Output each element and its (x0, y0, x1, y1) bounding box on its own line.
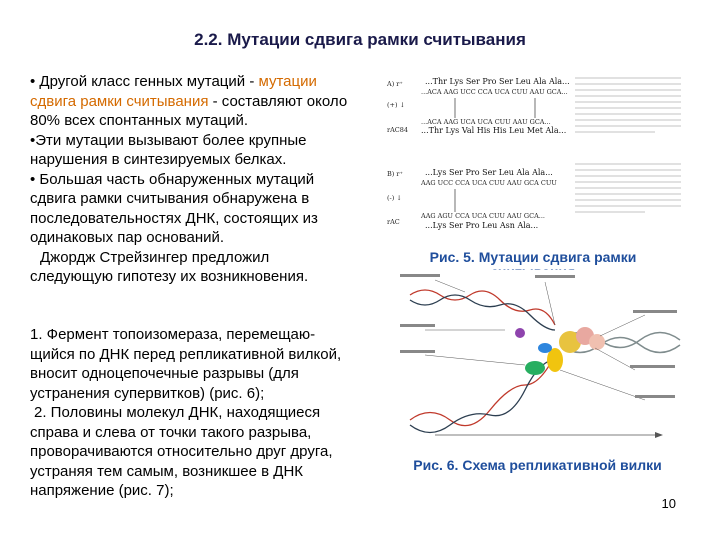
fig5-seq-mut: ...Thr Lys Val His His Leu Met Ala... (421, 126, 567, 135)
highlight-term: мутации сдвига рамки считывания (30, 73, 317, 110)
figure-5-image (385, 72, 685, 242)
svg-text:AAG UCC CCA UCA CUU AAU GCA CU: AAG UCC CCA UCA CUU AAU GCA CUU (421, 179, 557, 187)
page-title: 2.2. Мутации сдвига рамки считывания (194, 30, 526, 49)
paragraph-6: 2. Половины молекул ДНК, находящиеся справа и слева от точки такого разрыва, проворачиваются относительно друг друга, устраняя тем самым, возникшее в ДНК напряжение (рис. 7); (30, 404, 333, 499)
paragraph-2: •Эти мутации вызывают более крупные нарушения в синтезируемых белках. (30, 131, 307, 168)
fig5-seq-dna: ...ACA AAG UCC CCA UCA CUU AAU GCA... (421, 88, 568, 96)
paragraph-1-start: • Другой класс генных мутаций - (30, 73, 259, 90)
paragraph-1 (30, 72, 350, 131)
text-block-bottom (30, 325, 350, 501)
page-number: 10 (661, 496, 676, 511)
paragraph-1-end: - составляют около 80% всех спонтанных мутаций. (30, 92, 348, 129)
figure-5-caption: Рис. 5. Мутации сдвига рамки (429, 249, 637, 265)
text-block-top (30, 72, 350, 287)
paragraph-5: 1. Фермент топоизомераза, перемещаю-щийся по ДНК перед репликативной вилкой, вносит одноцепочечные разрывы (для устранения супервитков) (рис. 6); (30, 326, 342, 402)
svg-text:(+) ↓: (+) ↓ (387, 101, 406, 109)
fig5-seq-b: ...Lys Ser Pro Ser Leu Ala Ala... (425, 168, 553, 177)
svg-text:rAC84: rAC84 (387, 126, 409, 134)
svg-text:rAC: rAC (387, 218, 400, 226)
svg-text:A) r⁺: A) r⁺ (387, 80, 403, 88)
figure-6-caption: Рис. 6. Схема репликативной вилки (413, 457, 662, 473)
figure-6-image (395, 270, 685, 445)
fig5-seq-top: ...Thr Lys Ser Pro Ser Leu Ala Ala... (425, 77, 570, 86)
fig5-seq-b2: ...Lys Ser Pro Leu Asn Ala... (425, 221, 539, 230)
svg-text:(-) ↓: (-) ↓ (387, 194, 402, 202)
svg-text:...ACA AAG UCA UCA CUU AAU GCA: ...ACA AAG UCA UCA CUU AAU GCA... (421, 118, 551, 126)
paragraph-3: • Большая часть обнаруженных мутаций сдвига рамки считывания обнаружена в последовательностях ДНК, состоящих из одинаковых пар оснований. (30, 170, 318, 246)
svg-text:B) r⁺: B) r⁺ (387, 170, 403, 178)
paragraph-4: Джордж Стрейзингер предложил следующую гипотезу их возникновения. (30, 248, 309, 285)
svg-text:AAG AGU CCA UCA CUU AAU GCA...: AAG AGU CCA UCA CUU AAU GCA... (421, 212, 545, 220)
